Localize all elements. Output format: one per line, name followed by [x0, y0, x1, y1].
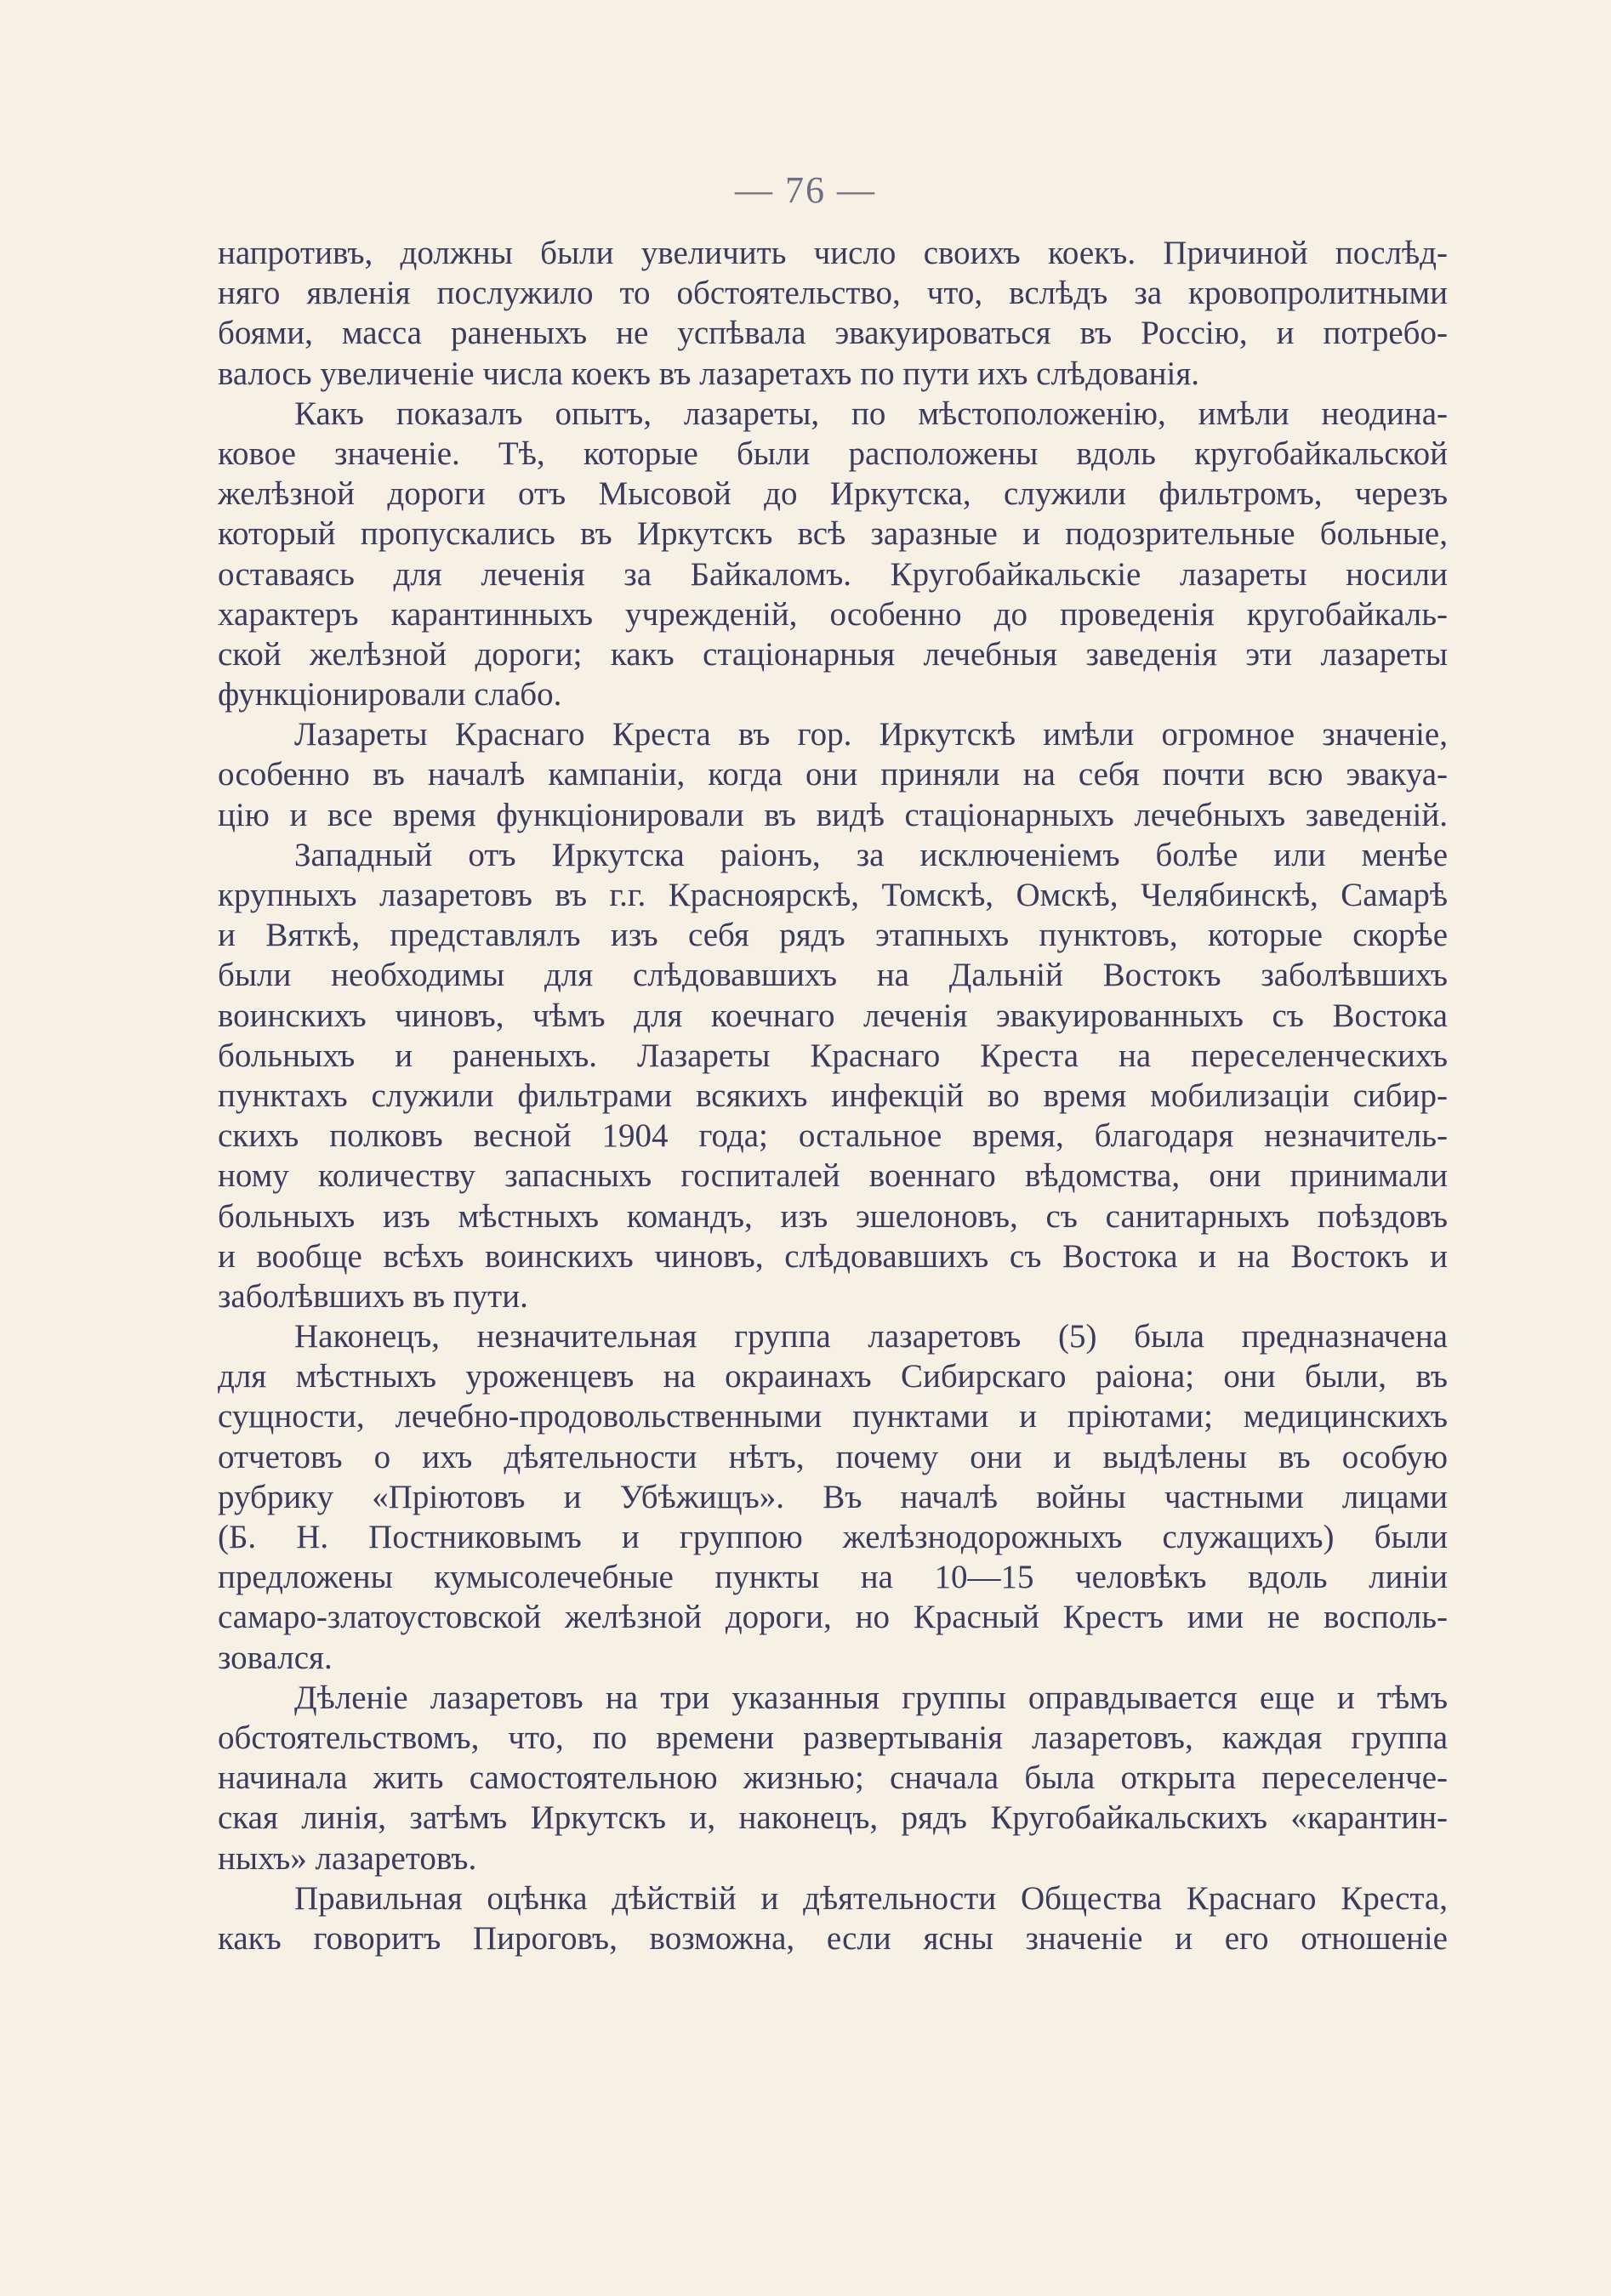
- text-line: начинала жить самостоятельною жизнью; сначала была открыта переселенче-: [218, 1759, 1448, 1797]
- text-line: Правильная оцѣнка дѣйствій и дѣятельности Общества Краснаго Креста,: [294, 1879, 1448, 1917]
- text-line: валось увеличеніе числа коекъ въ лазаретахъ по пути ихъ слѣдованія.: [218, 355, 1200, 392]
- text-line: Западный отъ Иркутска раіонъ, за исключеніемъ болѣе или менѣе: [294, 836, 1448, 873]
- text-line: характеръ карантинныхъ учрежденій, особенно до проведенія кругобайкаль-: [218, 595, 1448, 633]
- text-line: и вообще всѣхъ воинскихъ чиновъ, слѣдовавшихъ съ Востока и на Востокъ и: [218, 1237, 1448, 1275]
- text-line: скихъ полковъ весной 1904 года; остальное время, благодаря незначитель-: [218, 1117, 1448, 1155]
- text-line: (Б. Н. Постниковымъ и группою желѣзнодорожныхъ служащихъ) были: [218, 1519, 1448, 1555]
- text-line: боями, масса раненыхъ не успѣвала эвакуироваться въ Россію, и потребо-: [218, 315, 1448, 352]
- paragraph: [218, 1316, 1448, 1678]
- paragraph: [218, 1878, 1448, 1958]
- text-line: ской желѣзной дороги; какъ стаціонарныя лечебныя заведенія эти лазареты: [218, 635, 1448, 673]
- paragraph: [218, 1678, 1448, 1878]
- text-line: воинскихъ чиновъ, чѣмъ для коечнаго леченія эвакуированныхъ съ Востока: [218, 997, 1448, 1034]
- text-line: были необходимы для слѣдовавшихъ на Дальній Востокъ заболѣвшихъ: [218, 957, 1448, 994]
- paragraph: [218, 394, 1448, 715]
- text-line: предложены кумысолечебные пункты на 10—15 человѣкъ вдоль линіи: [218, 1559, 1448, 1596]
- text-line: отчетовъ о ихъ дѣятельности нѣтъ, почему они и выдѣлены въ особую: [218, 1438, 1448, 1475]
- paragraph: [218, 714, 1448, 835]
- page-number: — 76 —: [735, 169, 876, 211]
- text-line: который пропускались въ Иркутскъ всѣ заразные и подозрительные больные,: [218, 515, 1448, 553]
- paragraph: [218, 233, 1448, 394]
- text-line: заболѣвшихъ въ пути.: [218, 1277, 528, 1315]
- text-line: больныхъ изъ мѣстныхъ командъ, изъ эшелоновъ, съ санитарныхъ поѣздовъ: [218, 1197, 1448, 1235]
- text-line: ному количеству запасныхъ госпиталей военнаго вѣдомства, они принимали: [218, 1157, 1448, 1195]
- text-line: для мѣстныхъ уроженцевъ на окраинахъ Сибирскаго раіона; они были, въ: [218, 1358, 1448, 1395]
- body-text: [218, 233, 1448, 1958]
- text-line: какъ говоритъ Пироговъ, возможна, если ясны значеніе и его отношеніе: [218, 1919, 1448, 1957]
- text-line: Лазареты Краснаго Креста въ гор. Иркутскѣ имѣли огромное значеніе,: [294, 716, 1448, 753]
- paragraph: [218, 835, 1448, 1316]
- text-line: ская линія, затѣмъ Иркутскъ и, наконецъ, рядъ Кругобайкальскихъ «карантин-: [218, 1799, 1448, 1837]
- text-line: цію и все время функціонировали въ видѣ стаціонарныхъ лечебныхъ заведеній.: [218, 796, 1448, 833]
- text-line: сущности, лечебно-продовольственными пунктами и пріютами; медицинскихъ: [218, 1398, 1448, 1435]
- text-line: напротивъ, должны были увеличить число своихъ коекъ. Причиной послѣд-: [218, 235, 1448, 271]
- text-line: оставаясь для леченія за Байкаломъ. Кругобайкальскіе лазареты носили: [218, 555, 1448, 593]
- text-line: желѣзной дороги отъ Мысовой до Иркутска, служили фильтромъ, черезъ: [218, 475, 1448, 513]
- text-line: функціонировали слабо.: [218, 676, 562, 713]
- text-line: и Вяткѣ, представлялъ изъ себя рядъ этапныхъ пунктовъ, которые скорѣе: [218, 917, 1448, 954]
- text-line: больныхъ и раненыхъ. Лазареты Краснаго Креста на переселенческихъ: [218, 1037, 1448, 1074]
- text-line: ковое значеніе. Тѣ, которые были расположены вдоль кругобайкальской: [218, 435, 1448, 472]
- text-line: Какъ показалъ опытъ, лазареты, по мѣстоположенію, имѣли неодина-: [294, 395, 1448, 432]
- text-line: крупныхъ лазаретовъ въ г.г. Красноярскѣ, Томскѣ, Омскѣ, Челябинскѣ, Самарѣ: [218, 877, 1448, 913]
- text-line: пунктахъ служили фильтрами всякихъ инфекцій во время мобилизаціи сибир-: [218, 1077, 1448, 1114]
- text-line: зовался.: [218, 1639, 333, 1676]
- text-line: рубрику «Пріютовъ и Убѣжищъ». Въ началѣ войны частными лицами: [218, 1478, 1448, 1515]
- text-line: няго явленія послужило то обстоятельство, что, вслѣдъ за кровопролитными: [218, 275, 1448, 312]
- text-line: Дѣленіе лазаретовъ на три указанныя группы оправдывается еще и тѣмъ: [294, 1679, 1448, 1716]
- text-line: ныхъ» лазаретовъ.: [218, 1839, 477, 1877]
- text-line: обстоятельствомъ, что, по времени развертыванія лазаретовъ, каждая группа: [218, 1719, 1448, 1756]
- text-line: Наконецъ, незначительная группа лазаретовъ (5) была предназначена: [294, 1318, 1448, 1355]
- text-line: особенно въ началѣ кампаніи, когда они приняли на себя почти всю эвакуа-: [218, 756, 1448, 793]
- text-line: самаро-златоустовской желѣзной дороги, но Красный Крестъ ими не восполь-: [218, 1599, 1448, 1636]
